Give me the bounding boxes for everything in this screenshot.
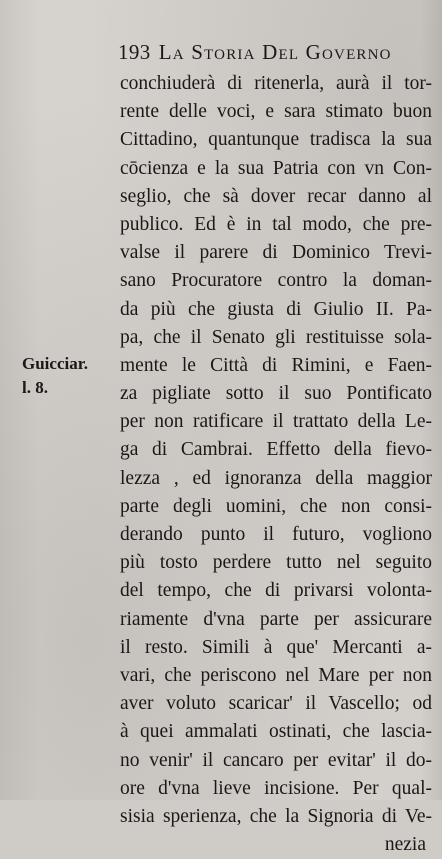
text-line: per non ratificare il trattato della Le- <box>120 411 432 433</box>
text-line: valse il parere di Dominico Trevi- <box>120 242 432 264</box>
text-line: ga di Cambrai. Effetto della fievo- <box>120 439 432 461</box>
text-line: aver voluto scaricar' il Vascello; od <box>120 693 432 715</box>
text-line: più tosto perdere tutto nel seguito <box>120 552 432 574</box>
text-line: Cittadino, quantunque tradisca la sua <box>120 129 432 151</box>
text-line: sano Procuratore contro la doman- <box>120 270 432 292</box>
text-line: à quei ammalati ostinati, che lascia- <box>120 721 432 743</box>
text-line: riamente d'vna parte per assicurare <box>120 608 432 630</box>
text-line: seglio, che sà dover recar danno al <box>120 185 432 207</box>
page-number: 193 <box>118 40 151 64</box>
text-line: parte degli uomini, che non consi- <box>120 495 432 517</box>
text-line: da più che giusta di Giulio II. Pa- <box>120 298 432 320</box>
text-line: ore d'vna lieve incisione. Per qual- <box>120 777 432 799</box>
page-header <box>118 40 436 68</box>
text-line: pa, che il Senato gli restituisse sola- <box>120 326 432 348</box>
text-line: no venir' il cancaro per evitar' il do- <box>120 749 432 771</box>
body-text <box>120 70 432 859</box>
text-line: conchiuderà di ritenerla, aurà il tor- <box>120 73 432 94</box>
catchword: nezia <box>384 834 426 856</box>
text-line: derando punto il futuro, vogliono <box>120 524 432 545</box>
text-line: cōcienza e la sua Patria con vn Con- <box>120 157 432 179</box>
marginal-note-book: l. 8. <box>22 378 48 397</box>
text-line: mente le Città di Rimini, e Faen- <box>120 354 432 376</box>
running-title: La Storia Del Governo <box>158 40 392 64</box>
marginal-note-source: Guicciar. <box>22 354 88 373</box>
marginal-note <box>22 352 117 400</box>
text-line: rente delle voci, e sara stimato buon <box>120 101 432 123</box>
text-line: lezza , ed ignoranza della maggior <box>120 467 432 489</box>
text-line: vari, che periscono nel Mare per non <box>120 664 432 686</box>
text-line: sisia sperienza, che la Signoria di Ve- <box>120 805 432 827</box>
text-line: publico. Ed è in tal modo, che pre- <box>120 213 432 235</box>
text-line: il resto. Simili à que' Mercanti a- <box>120 636 432 658</box>
text-line: za pigliate sotto il suo Pontificato <box>120 383 432 405</box>
text-line: del tempo, che di privarsi volonta- <box>120 580 432 602</box>
